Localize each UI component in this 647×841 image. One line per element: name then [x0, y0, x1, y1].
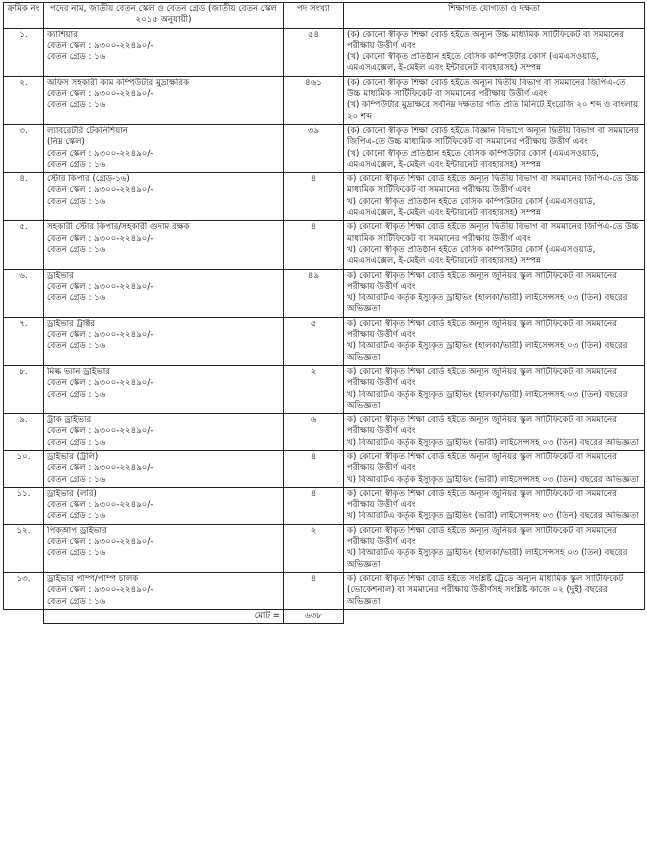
post-title: ক্যাশিয়ার [47, 29, 78, 40]
header-serial: ক্রমিক নং [4, 3, 44, 29]
table-row [4, 365, 645, 413]
serial-cell: ১৩. [4, 572, 44, 609]
post-title: ড্রাইভার পাম্প/পাম্প চালক [47, 573, 139, 584]
post-detail: বেতন গ্রেড : ১৬ [47, 474, 106, 485]
qualification-cell [344, 317, 645, 365]
post-title: সহকারী স্টোর কিপার/সহকারী গুদাম রক্ষক [47, 222, 190, 233]
post-title: ল্যাবরেটরি টেকনিশিয়ান [47, 125, 128, 136]
qualification-item: ক) কোনো স্বীকৃত শিক্ষা বোর্ড হইতে অন্যূন দ্বিতীয় বিভাগ বা সমমানের জিপিএ-তে উচ্চ মাধ্যমিক সার্টিফিকেট বা সমমানের পরীক্ষায় উত্তীর্ণ এবং [347, 222, 639, 244]
post-name-cell [44, 221, 284, 269]
qualification-item: খ) বিআরটিএ কর্তৃক ইস্যুকৃত ড্রাইভিং (ভারী) লাইসেন্সসহ ০৩ (তিন) বছরের অভিজ্ঞতা [347, 474, 639, 485]
post-detail: বেতন গ্রেড : ১৬ [47, 596, 106, 607]
header-qualification: শিক্ষাগত যোগ্যতা ও দক্ষতা [344, 3, 645, 29]
qualification-item: খ) বিআরটিএ কর্তৃক ইস্যুকৃত ড্রাইভিং (হালকা/ভারী) লাইসেন্সসহ ০৩ (তিন) বছরের অভিজ্ঞতা [347, 341, 628, 363]
serial-cell: ১০. [4, 450, 44, 487]
qualification-cell [344, 450, 645, 487]
post-count-cell: ৪ [284, 487, 344, 524]
table-row [4, 173, 645, 221]
post-detail: বেতন স্কেল : ৯৩০০-২২৪৯০/- [47, 281, 154, 292]
post-title: স্টোর কিপার (গ্রেড-১৬) [47, 174, 130, 185]
post-title: পিকআপ ড্রাইভার [47, 525, 107, 536]
qualification-cell [344, 365, 645, 413]
qualification-cell [344, 487, 645, 524]
qualification-cell [344, 572, 645, 609]
qualification-item: খ) কোনো স্বীকৃত প্রতিষ্ঠান হইতে বেসিক কম্পিউটার কোর্স (এমএসওয়ার্ড, এমএসএক্সেল, ই-মেইল এবং ইন্টারনেট ব্যবহারসহ) সম্পন্ন [347, 196, 596, 219]
post-detail: বেতন স্কেল : ৯৩০০-২২৪৯০/- [47, 89, 154, 100]
post-detail: বেতন স্কেল : ৯৩০০-২২৪৯০/- [47, 537, 154, 548]
post-detail: (নিম্ন স্কেল) [47, 137, 85, 148]
serial-cell: ১২. [4, 524, 44, 572]
qualification-cell [344, 173, 645, 221]
qualification-item: ক) কোনো স্বীকৃত শিক্ষা বোর্ড হইতে অন্যূন জুনিয়র স্কুল সার্টিফিকেট বা সমমানের পরীক্ষায় উত্তীর্ণ এবং [347, 366, 617, 389]
post-name-cell [44, 450, 284, 487]
post-count-cell: ৪৬১ [284, 76, 344, 124]
post-detail: বেতন গ্রেড : ১৬ [47, 293, 106, 304]
qualification-item: (খ) কোনো স্বীকৃত প্রতিষ্ঠান হইতে বেসিক কম্পিউটার কোর্স (এমএসওয়ার্ড, এমএসএক্সেল, ই-মেইল এবং ইন্টারনেট ব্যবহারসহ) সম্পন্ন [347, 52, 599, 74]
qualification-item: খ) বিআরটিএ কর্তৃক ইস্যুকৃত ড্রাইভিং (হালকা/ভারী) লাইসেন্সসহ ০৩ (তিন) বছরের অভিজ্ঞতা [347, 389, 628, 411]
serial-cell: ৯. [4, 414, 44, 451]
qualification-item: খ) বিআরটিএ কর্তৃক ইস্যুকৃত ড্রাইভিং (ভারী) লাইসেন্সসহ ০৩ (তিন) বছরের অভিজ্ঞতা [347, 511, 639, 522]
qualification-item: (ক) কোনো স্বীকৃত শিক্ষা বোর্ড হইতে অন্যূন দ্বিতীয় বিভাগ বা সমমানের জিপিএ-তে উচ্চ মাধ্যমিক সার্টিফিকেট বা সমমানের পরীক্ষায় উত্তীর্ণ এবং [347, 77, 626, 100]
post-detail: বেতন স্কেল : ৯৩০০-২২৪৯০/- [47, 378, 154, 389]
post-detail: বেতন স্কেল : ৯৩০০-২২৪৯০/- [47, 500, 154, 511]
qualification-item: খ) কোনো স্বীকৃত প্রতিষ্ঠান হইতে বেসিক কম্পিউটার কোর্স (এমএসওয়ার্ড, এমএসএক্সেল, ই-মেইল এবং ইন্টারনেট ব্যবহারসহ) সম্পন্ন [347, 244, 596, 267]
post-detail: বেতন গ্রেড : ১৬ [47, 100, 106, 111]
qualification-item: (খ) কোনো স্বীকৃত প্রতিষ্ঠান হইতে বেসিক কম্পিউটার কোর্স (এমএসওয়ার্ড, এমএসএক্সেল, ই-মেইল এবং ইন্টারনেট ব্যবহারসহ) সম্পন্ন [347, 148, 599, 170]
post-count-cell: ৪ [284, 450, 344, 487]
post-detail: বেতন গ্রেড : ১৬ [47, 244, 106, 255]
post-detail: বেতন স্কেল : ৯৩০০-২২৪৯০/- [47, 426, 154, 437]
qualification-item: ক) কোনো স্বীকৃত শিক্ষা বোর্ড হইতে অন্যূন জুনিয়র স্কুল সার্টিফিকেট বা সমমানের পরীক্ষায় উত্তীর্ণ এবং [347, 318, 617, 341]
table-row [4, 414, 645, 451]
total-label: মোট = [44, 609, 284, 623]
post-name-cell [44, 365, 284, 413]
post-detail: বেতন স্কেল : ৯৩০০-২২৪৯০/- [47, 233, 154, 244]
post-name-cell [44, 317, 284, 365]
qualification-item: ক) কোনো স্বীকৃত শিক্ষা বোর্ড হইতে অন্যূন জুনিয়র স্কুল সার্টিফিকেট বা সমমানের পরীক্ষায় উত্তীর্ণ এবং [347, 451, 617, 474]
post-name-cell [44, 173, 284, 221]
post-count-cell: ৪ [284, 221, 344, 269]
qualification-item: ক) কোনো স্বীকৃত শিক্ষা বোর্ড হইতে সংশ্লিষ্ট ট্রেডে অন্যূন মাধ্যমিক স্কুল সার্টিফিকেট (ভোকেশনাল) বা সমমানের পরীক্ষায় উত্তীর্ণসহ সংশ্লিষ্ট কাজে ০২ (দুই) বছরের অভিজ্ঞতা [347, 573, 624, 607]
post-detail: বেতন স্কেল : ৯৩০০-২২৪৯০/- [47, 463, 154, 474]
post-name-cell [44, 76, 284, 124]
qualification-item: ক) কোনো স্বীকৃত শিক্ষা বোর্ড হইতে অন্যূন জুনিয়র স্কুল সার্টিফিকেট বা সমমানের পরীক্ষায় উত্তীর্ণ এবং [347, 488, 617, 511]
qualification-item: খ) বিআরটিএ কর্তৃক ইস্যুকৃত ড্রাইভিং (হালকা/ভারী) লাইসেন্সসহ ০৩ (তিন) বছরের অভিজ্ঞতা [347, 293, 628, 315]
post-count-cell: ২ [284, 524, 344, 572]
table-row [4, 269, 645, 317]
post-count-cell: ৫ [284, 317, 344, 365]
post-count-cell: ৫৪ [284, 28, 344, 76]
serial-cell: ৩. [4, 124, 44, 172]
serial-cell: ৮. [4, 365, 44, 413]
qualification-item: (ক) কোনো স্বীকৃত শিক্ষা বোর্ড হইতে অন্যূন উচ্চ মাধ্যমিক সার্টিফিকেট বা সমমানের পরীক্ষায় উত্তীর্ণ এবং [347, 29, 625, 51]
serial-cell: ৫. [4, 221, 44, 269]
qualification-cell [344, 221, 645, 269]
table-row [4, 28, 645, 76]
qualification-cell [344, 76, 645, 124]
serial-cell: ৬. [4, 269, 44, 317]
post-count-cell: ৪ [284, 173, 344, 221]
table-row [4, 124, 645, 172]
total-row [4, 609, 645, 623]
post-title: ড্রাইভার (ট্রলি) [47, 451, 99, 462]
total-spacer-right [344, 609, 645, 623]
serial-cell: ১১. [4, 487, 44, 524]
post-detail: বেতন স্কেল : ৯৩০০-২২৪৯০/- [47, 40, 154, 51]
table-row [4, 524, 645, 572]
table-row [4, 221, 645, 269]
serial-cell: ২. [4, 76, 44, 124]
qualification-item: ক) কোনো স্বীকৃত শিক্ষা বোর্ড হইতে অন্যূন জুনিয়র স্কুল সার্টিফিকেট বা সমমানের পরীক্ষায় উত্তীর্ণ এবং [347, 415, 617, 437]
post-detail: বেতন গ্রেড : ১৬ [47, 511, 106, 522]
post-name-cell [44, 414, 284, 451]
post-detail: বেতন গ্রেড : ১৬ [47, 437, 106, 448]
qualification-item: ক) কোনো স্বীকৃত শিক্ষা বোর্ড হইতে অন্যূন দ্বিতীয় বিভাগ বা সমমানের জিপিএ-তে উচ্চ মাধ্যমিক সার্টিফিকেট বা সমমানের পরীক্ষায় উত্তীর্ণ এবং [347, 174, 639, 196]
qualification-item: খ) বিআরটিএ কর্তৃক ইস্যুকৃত ড্রাইভিং (হালকা/ভারী) লাইসেন্সসহ ০৩ (তিন) বছরের অভিজ্ঞতা [347, 548, 628, 570]
post-detail: বেতন স্কেল : ৯৩০০-২২৪৯০/- [47, 148, 154, 159]
table-row [4, 450, 645, 487]
post-name-cell [44, 124, 284, 172]
table-row [4, 572, 645, 609]
post-detail: বেতন স্কেল : ৯৩০০-২২৪৯০/- [47, 185, 154, 196]
qualification-item: খ) বিআরটিএ কর্তৃক ইস্যুকৃত ড্রাইভিং (ভারী) লাইসেন্সসহ ০৩ (তিন) বছরের অভিজ্ঞতা [347, 437, 639, 448]
qualification-cell [344, 524, 645, 572]
total-spacer [4, 609, 44, 623]
post-name-cell [44, 269, 284, 317]
table-row [4, 317, 645, 365]
table-row [4, 487, 645, 524]
post-name-cell [44, 28, 284, 76]
qualification-cell [344, 414, 645, 451]
post-title: মিল্ক ভ্যান ড্রাইভার [47, 366, 111, 377]
qualification-cell [344, 269, 645, 317]
post-detail: বেতন গ্রেড : ১৬ [47, 389, 106, 400]
post-count-cell: ৪ [284, 572, 344, 609]
post-title: অফিস সহকারী কাম কম্পিউটার মুদ্রাক্ষরিক [47, 77, 190, 88]
post-name-cell [44, 524, 284, 572]
qualification-item: ক) কোনো স্বীকৃত শিক্ষা বোর্ড হইতে অন্যূন জুনিয়র স্কুল সার্টিফিকেট বা সমমানের পরীক্ষায় উত্তীর্ণ এবং [347, 270, 617, 292]
post-detail: বেতন গ্রেড : ১৬ [47, 159, 106, 170]
post-detail: বেতন স্কেল : ৯৩০০-২২৪৯০/- [47, 330, 154, 341]
table-row [4, 76, 645, 124]
serial-cell: ৪. [4, 173, 44, 221]
post-detail: বেতন স্কেল : ৯৩০০-২২৪৯০/- [47, 585, 154, 596]
total-value: ৬৩৮ [284, 609, 344, 623]
post-name-cell [44, 487, 284, 524]
post-detail: বেতন গ্রেড : ১৬ [47, 196, 106, 207]
post-detail: বেতন গ্রেড : ১৬ [47, 341, 106, 352]
post-count-cell: ২ [284, 365, 344, 413]
post-detail: বেতন গ্রেড : ১৬ [47, 52, 106, 63]
post-title: ড্রাইভার ট্রাক্টর [47, 318, 96, 329]
post-count-cell: ৪৯ [284, 269, 344, 317]
post-name-cell [44, 572, 284, 609]
serial-cell: ৭. [4, 317, 44, 365]
post-count-cell: ৩৯ [284, 124, 344, 172]
post-count-cell: ৬ [284, 414, 344, 451]
qualification-item: ক) কোনো স্বীকৃত শিক্ষা বোর্ড হইতে অন্যূন জুনিয়র স্কুল সার্টিফিকেট বা সমমানের পরীক্ষায় উত্তীর্ণ এবং [347, 525, 617, 548]
qualification-item: (ক) কোনো স্বীকৃত শিক্ষা বোর্ড হইতে বিজ্ঞান বিভাগে অন্যূন দ্বিতীয় বিভাগ বা সমমানের জিপিএ-তে উচ্চ মাধ্যমিক সার্টিফিকেট বা সমমানের পরীক্ষায় উত্তীর্ণ এবং [347, 125, 639, 148]
post-title: ড্রাইভার [47, 270, 74, 281]
qualification-cell [344, 28, 645, 76]
post-detail: বেতন গ্রেড : ১৬ [47, 548, 106, 559]
header-post-name: পদের নাম, জাতীয় বেতন স্কেল ও বেতন গ্রেড (জাতীয় বেতন স্কেল ২০১৫ অনুযায়ী) [44, 3, 284, 29]
qualification-item: (খ) কম্পিউটার মুদ্রাক্ষরে সর্বনিম্ন দক্ষতার গতি প্রতি মিনিটে ইংরেজি ২০ শব্দ ও বাংলায় ২০ শব্দ [347, 100, 639, 122]
qualification-cell [344, 124, 645, 172]
posts-table [3, 2, 645, 624]
post-title: ড্রাইভার (লরি) [47, 488, 97, 499]
serial-cell: ১. [4, 28, 44, 76]
header-post-count: পদ সংখ্যা [284, 3, 344, 29]
post-title: ট্রাক ড্রাইভার [47, 415, 92, 426]
table-header-row [4, 3, 645, 29]
